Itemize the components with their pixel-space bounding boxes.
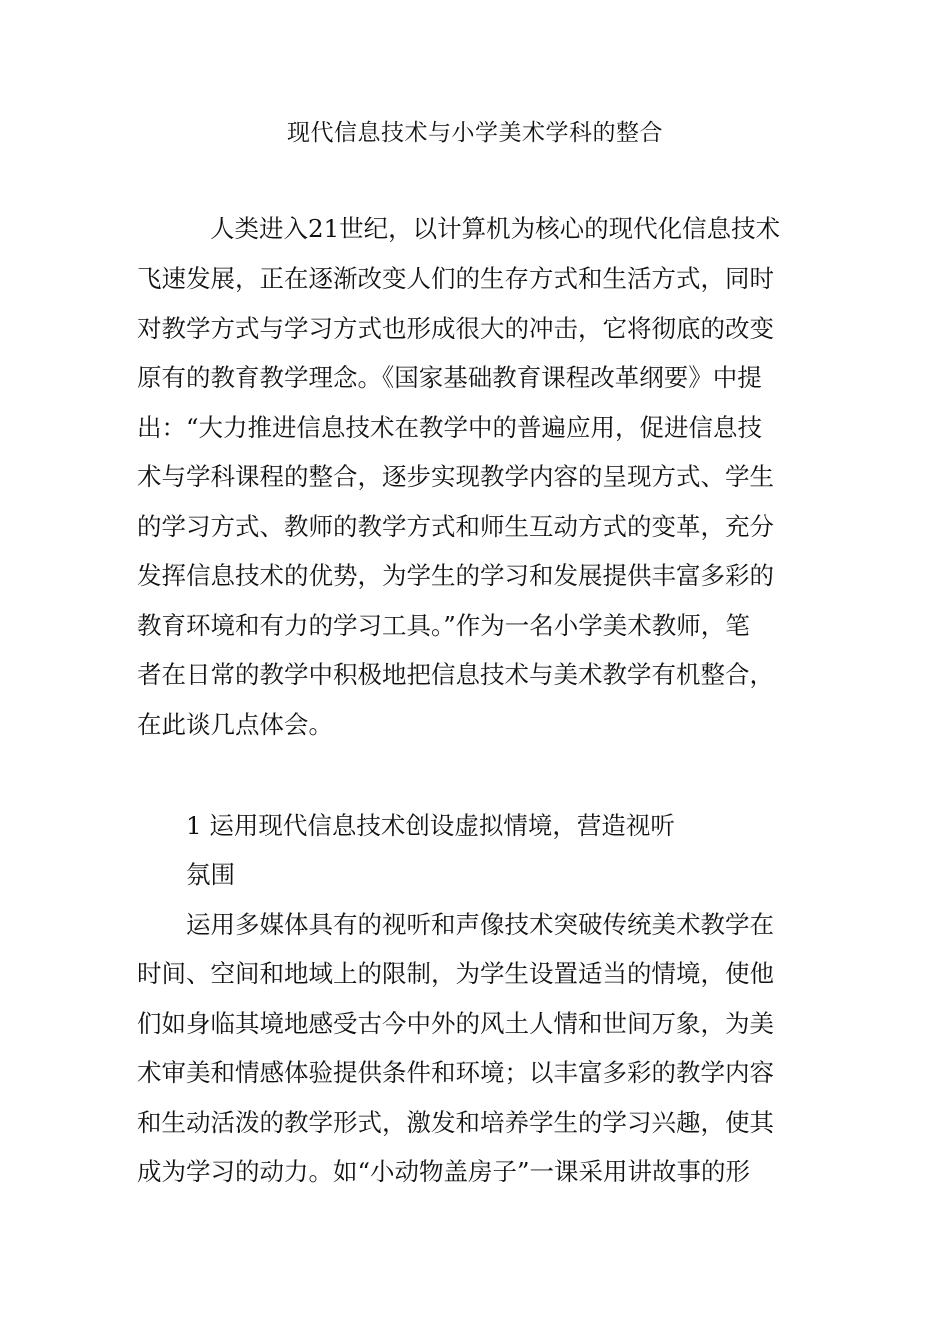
- document-title: 现代信息技术与小学美术学科的整合: [287, 120, 663, 146]
- paragraph-1-line-3: 对教学方式与学习方式也形成很大的冲击，它将彻底的改变: [137, 314, 774, 343]
- paragraph-2-line-2: 时间、空间和地域上的限制，为学生设置适当的情境，使他: [137, 959, 774, 988]
- paragraph-2-line-3: 们如身临其境地感受古今中外的风土人情和世间万象，为美: [137, 1009, 774, 1038]
- paragraph-1-line-9: 教育环境和有力的学习工具。”作为一名小学美术教师，笔: [137, 611, 750, 640]
- paragraph-1-line-2: 飞速发展，正在逐渐改变人们的生存方式和生活方式，同时: [137, 264, 774, 293]
- paragraph-2-line-6: 成为学习的动力。如“小动物盖房子”一课采用讲故事的形: [137, 1157, 751, 1186]
- paragraph-1-line-4: 原有的教育教学理念。《国家基础教育课程改革纲要》中提: [137, 363, 762, 392]
- section-heading-line-1: 1 运用现代信息技术创设虚拟情境，营造视听: [186, 811, 675, 840]
- paragraph-1-line-10: 者在日常的教学中积极地把信息技术与美术教学有机整合，: [137, 660, 774, 689]
- paragraph-2-line-4: 术审美和情感体验提供条件和环境；以丰富多彩的教学内容: [137, 1058, 774, 1087]
- paragraph-1-line-5: 出：“大力推进信息技术在教学中的普遍应用，促进信息技: [137, 413, 763, 442]
- paragraph-1-line-6: 术与学科课程的整合，逐步实现教学内容的呈现方式、学生: [137, 462, 774, 491]
- section-heading-line-2: 氛围: [186, 860, 235, 889]
- paragraph-1-line-1: 人类进入21世纪，以计算机为核心的现代化信息技术: [210, 214, 781, 243]
- paragraph-2-line-5: 和生动活泼的教学形式，激发和培养学生的学习兴趣，使其: [137, 1108, 774, 1137]
- paragraph-1-line-7: 的学习方式、教师的教学方式和师生互动方式的变革，充分: [137, 512, 774, 541]
- paragraph-2-line-1: 运用多媒体具有的视听和声像技术突破传统美术教学在: [186, 910, 774, 939]
- paragraph-1-line-8: 发挥信息技术的优势，为学生的学习和发展提供丰富多彩的: [137, 561, 774, 590]
- paragraph-1-line-11: 在此谈几点体会。: [137, 710, 333, 739]
